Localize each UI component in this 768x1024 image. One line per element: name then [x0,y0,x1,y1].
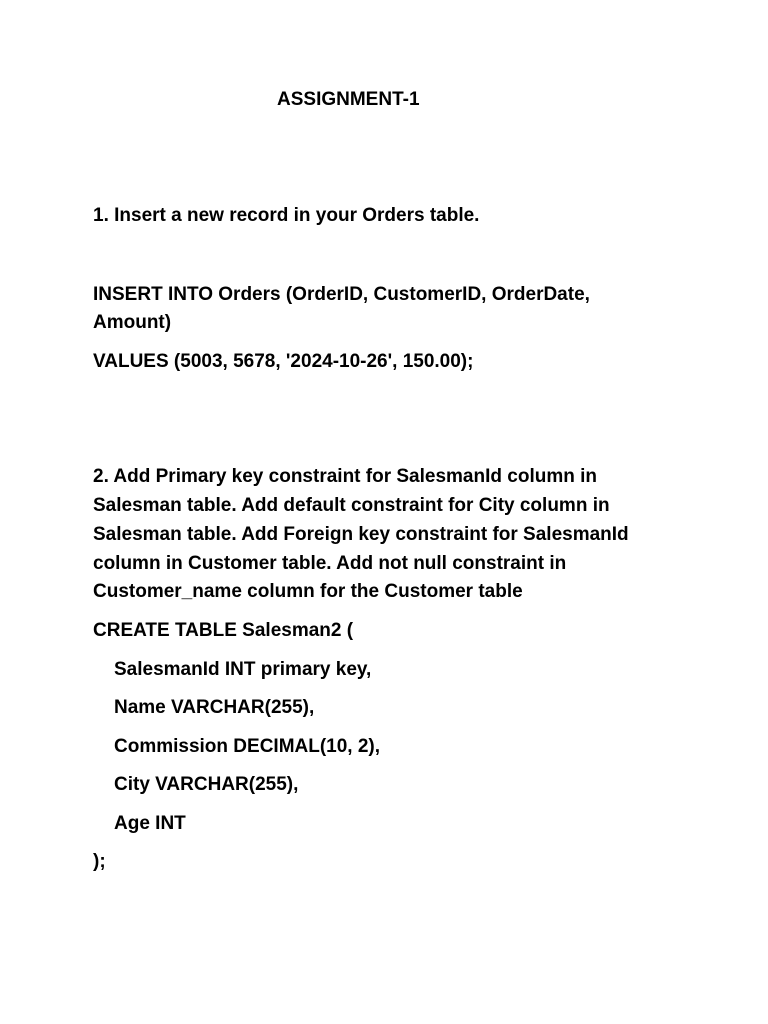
sql-line: Amount) [93,312,172,333]
question-2-line: 2. Add Primary key constraint for SalesmanId column in [93,466,597,487]
sql-line: Age INT [114,813,186,834]
sql-line: VALUES (5003, 5678, '2024-10-26', 150.00); [93,351,474,372]
sql-line: CREATE TABLE Salesman2 ( [93,620,354,641]
sql-line: INSERT INTO Orders (OrderID, CustomerID, OrderDate, [93,284,590,305]
sql-line: Commission DECIMAL(10, 2), [114,736,381,757]
sql-line: City VARCHAR(255), [114,774,299,795]
question-1: 1. Insert a new record in your Orders table. [93,205,480,226]
question-2-line: column in Customer table. Add not null constraint in [93,553,567,574]
sql-line: SalesmanId INT primary key, [114,659,372,680]
sql-line: Name VARCHAR(255), [114,697,315,718]
question-2-line: Salesman table. Add default constraint for City column in [93,495,610,516]
question-2-line: Salesman table. Add Foreign key constraint for SalesmanId [93,524,629,545]
page-title: ASSIGNMENT-1 [277,89,420,110]
sql-line: ); [93,851,106,872]
question-2-line: Customer_name column for the Customer table [93,581,523,602]
